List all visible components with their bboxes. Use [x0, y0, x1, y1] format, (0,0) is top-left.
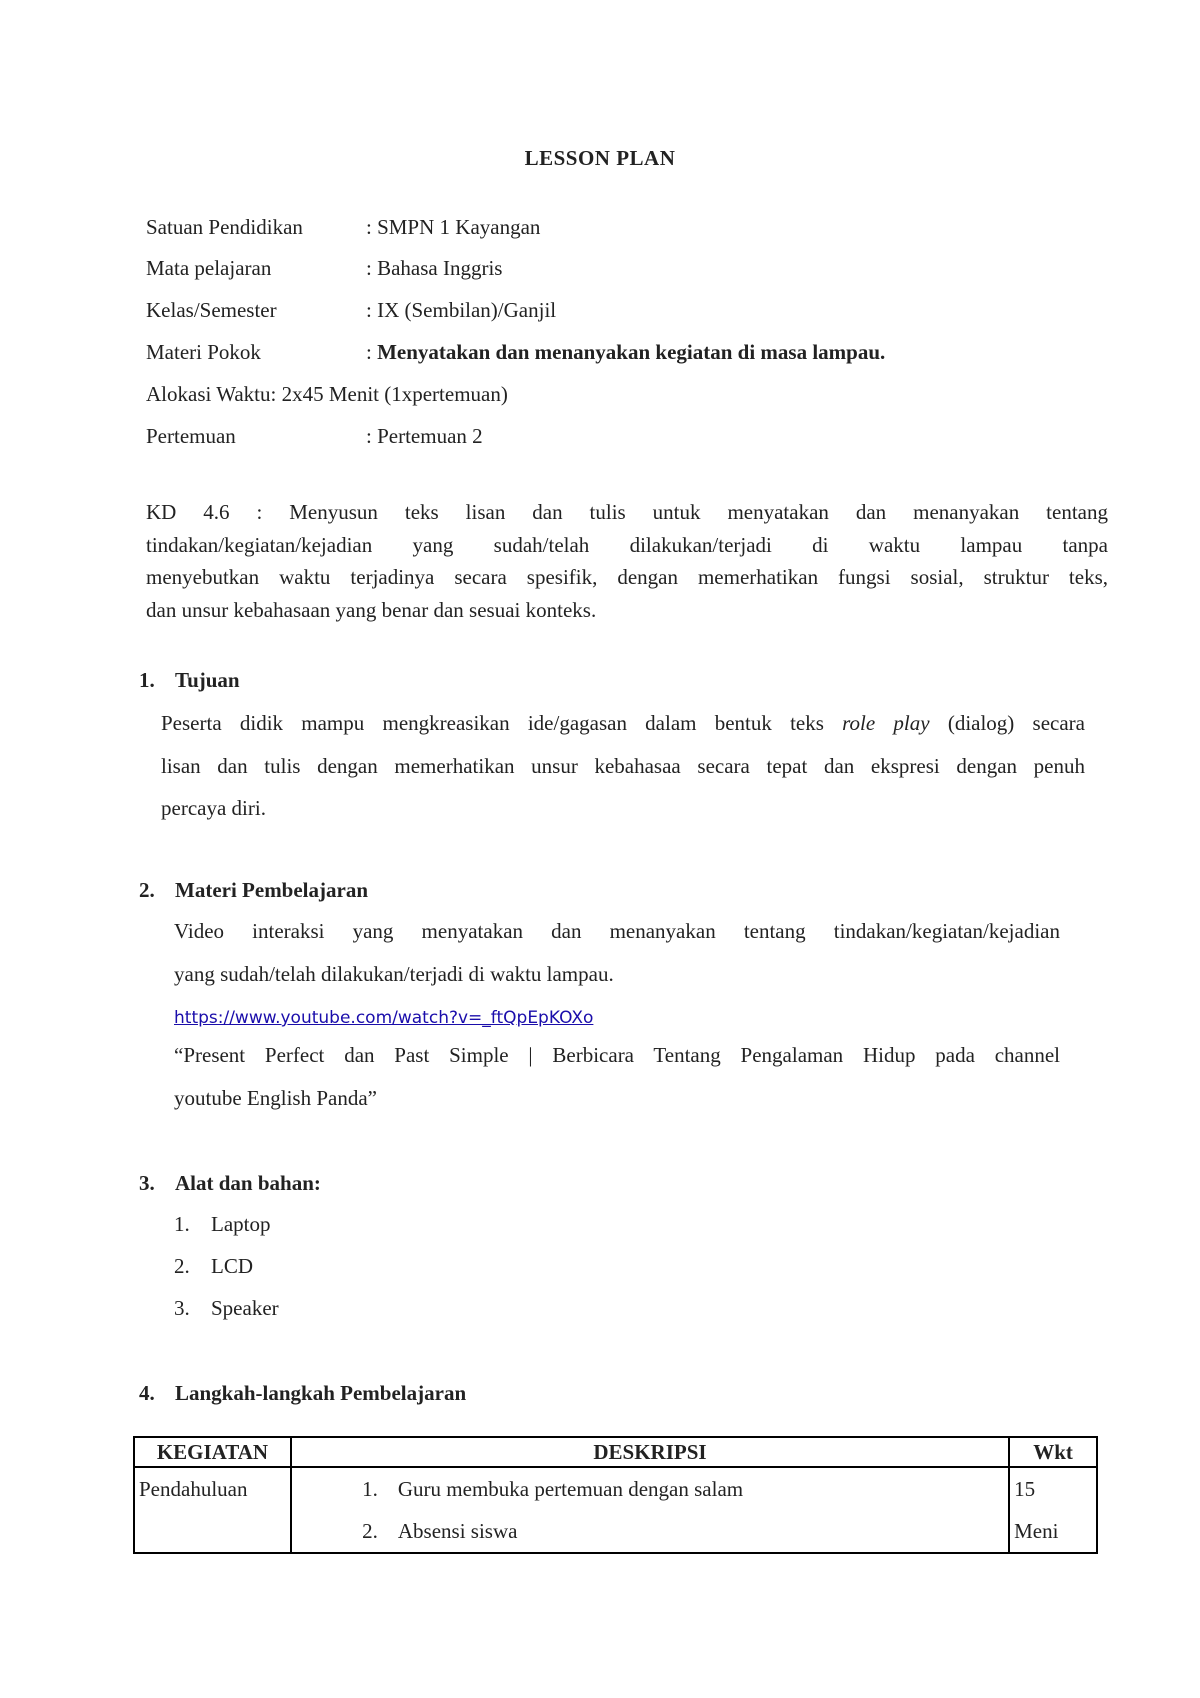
info-label: Satuan Pendidikan [146, 215, 303, 239]
section-heading-alat [139, 1168, 321, 1198]
info-colon: : [366, 340, 378, 364]
info-label: Kelas/Semester [146, 298, 277, 322]
info-value: Menyatakan dan menanyakan kegiatan di masa lampau. [377, 340, 886, 364]
info-label: Materi Pokok [146, 340, 261, 364]
list-label: Laptop [211, 1212, 271, 1236]
step-item [296, 1468, 1004, 1510]
step-number: 1. [362, 1477, 378, 1501]
section-title: Materi Pembelajaran [175, 878, 369, 902]
cell-kegiatan: Pendahuluan [134, 1467, 291, 1553]
info-label: Pertemuan [146, 424, 236, 448]
info-value: : IX (Sembilan)/Ganjil [366, 298, 557, 322]
kd-line: menyebutkan waktu terjadinya secara spesifik, dengan memerhatikan fungsi sosial, struktur teks, [146, 565, 1108, 589]
section-title: Langkah-langkah Pembelajaran [175, 1381, 467, 1405]
section-title: Alat dan bahan: [175, 1171, 321, 1195]
list-label: LCD [211, 1254, 253, 1278]
materi-line: Video interaksi yang menyatakan dan menanyakan tentang tindakan/kegiatan/kejadian [174, 919, 1060, 943]
info-value: : Pertemuan 2 [366, 424, 483, 448]
materi-paragraph [174, 910, 1060, 995]
tujuan-paragraph [161, 702, 1085, 830]
tujuan-line [161, 702, 1085, 745]
cell-deskripsi [291, 1467, 1009, 1553]
wkt-unit: Meni [1014, 1519, 1059, 1543]
info-row-satuan [146, 212, 540, 242]
info-row-alokasi [146, 379, 508, 409]
header-kegiatan: KEGIATAN [134, 1437, 291, 1467]
list-number: 3. [174, 1296, 190, 1320]
kd-line: dan unsur kebahasaan yang benar dan sesuai konteks. [146, 597, 597, 622]
section-number: 4. [139, 1381, 155, 1405]
tujuan-text: (dialog) secara [929, 711, 1085, 735]
info-value: : SMPN 1 Kayangan [366, 215, 541, 239]
step-item [296, 1510, 1004, 1552]
list-number: 1. [174, 1212, 190, 1236]
section-number: 2. [139, 878, 155, 902]
document-title: LESSON PLAN [524, 146, 676, 170]
tujuan-italic: role play [842, 711, 930, 735]
kd-line: KD 4.6 : Menyusun teks lisan dan tulis untuk menyatakan dan menanyakan tentang [146, 500, 1108, 524]
header-wkt: Wkt [1009, 1437, 1097, 1467]
list-item [174, 1293, 279, 1323]
materi-quote [174, 1034, 1060, 1119]
info-row-materi [146, 337, 885, 367]
cell-wkt [1009, 1467, 1097, 1553]
tujuan-line: lisan dan tulis dengan memerhatikan unsur kebahasaa secara tepat dan ekspresi dengan penuh [161, 753, 1085, 778]
info-row-kelas [146, 295, 556, 325]
list-item [174, 1251, 253, 1281]
section-heading-materi [139, 875, 368, 905]
step-text: Absensi siswa [397, 1519, 518, 1543]
list-label: Speaker [211, 1296, 279, 1320]
step-text: Guru membuka pertemuan dengan salam [397, 1477, 744, 1501]
list-item [174, 1209, 270, 1239]
list-number: 2. [174, 1254, 190, 1278]
quote-line: “Present Perfect dan Past Simple | Berbicara Tentang Pengalaman Hidup pada channel [174, 1043, 1060, 1067]
youtube-link[interactable]: https://www.youtube.com/watch?v=_ftQpEpKOXo [174, 1008, 594, 1028]
section-heading-tujuan [139, 665, 240, 695]
section-number: 3. [139, 1171, 155, 1195]
info-value: : Bahasa Inggris [366, 256, 503, 280]
table-header-row [134, 1437, 1097, 1467]
info-label: Mata pelajaran [146, 256, 272, 280]
table-row [134, 1467, 1097, 1553]
wkt-value: 15 [1014, 1477, 1036, 1501]
info-row-pertemuan [146, 421, 483, 451]
tujuan-line: percaya diri. [161, 796, 266, 820]
section-title: Tujuan [175, 668, 240, 692]
section-heading-langkah [139, 1378, 466, 1408]
kd-line: tindakan/kegiatan/kejadian yang sudah/telah dilakukan/terjadi di waktu lampau tanpa [146, 532, 1108, 557]
info-label: Alokasi Waktu [146, 382, 271, 406]
tujuan-text: Peserta didik mampu mengkreasikan ide/gagasan dalam bentuk teks [161, 711, 843, 735]
info-value: : 2x45 Menit (1xpertemuan) [270, 382, 508, 406]
quote-line: youtube English Panda” [174, 1085, 377, 1110]
section-number: 1. [139, 668, 155, 692]
steps-table [133, 1436, 1098, 1554]
kd-paragraph [146, 496, 1108, 626]
step-number: 2. [362, 1519, 378, 1543]
info-row-mapel [146, 253, 502, 283]
header-deskripsi: DESKRIPSI [291, 1437, 1009, 1467]
materi-line: yang sudah/telah dilakukan/terjadi di waktu lampau. [174, 961, 614, 986]
